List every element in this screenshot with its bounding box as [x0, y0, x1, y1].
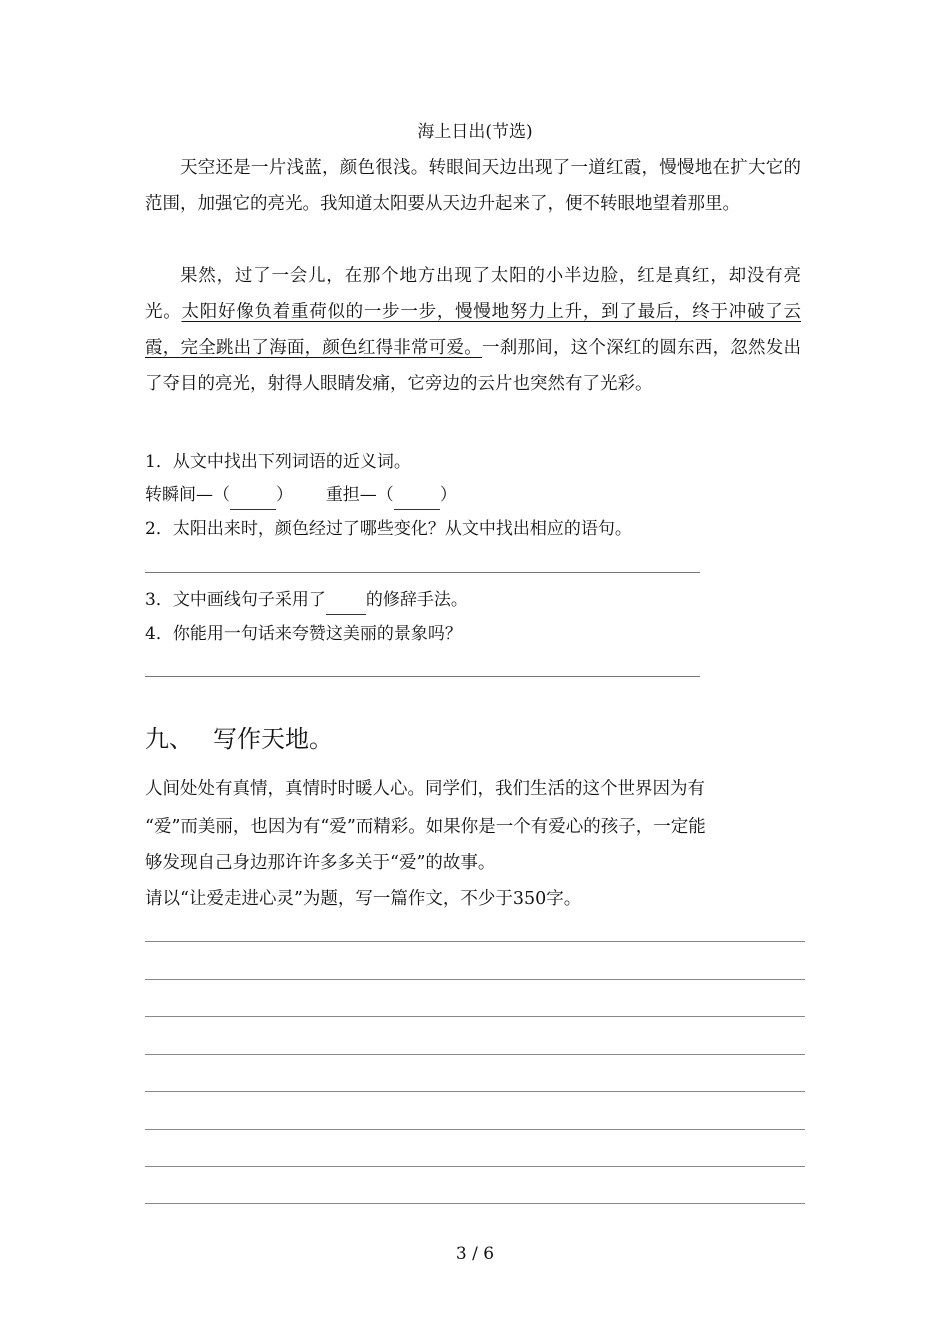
essay-line[interactable] [145, 1091, 805, 1092]
question-2-answer-line[interactable] [145, 572, 700, 573]
synonym-word-2: 重担—（ [325, 485, 394, 505]
question-1-synonyms [145, 481, 457, 510]
page-number: 3 / 6 [455, 1244, 495, 1264]
writing-intro-line-1: 人间处处有真情，真情时时暖人心。同学们，我们生活的这个世界因为有 [145, 779, 705, 799]
writing-intro-line-2: “爱”而美丽，也因为有“爱”而精彩。如果你是一个有爱心的孩子，一定能 [145, 817, 706, 837]
synonym-word-1-close: ） [276, 485, 293, 505]
question-3-blank[interactable] [326, 586, 366, 615]
writing-prompt: 请以“让爱走进心灵”为题，写一篇作文，不少于350字。 [145, 889, 582, 909]
underlined-sentence: 太阳好像负着重荷似的一步一步，慢慢地努力上升，到了最后，终于冲破了云霞，完全跳出了海面，颜色红得非常可爱。 [145, 302, 802, 358]
essay-line[interactable] [145, 1166, 805, 1167]
passage-paragraph-1: 天空还是一片浅蓝，颜色很浅。转眼间天边出现了一道红霞，慢慢地在扩大它的范围，加强它的亮光。我知道太阳要从天边升起来了，便不转眼地望着那里。 [145, 158, 801, 214]
passage-paragraph-2-end: 一刹那间，这个深红的圆东西，忽然发出了夺目的亮光，射得人眼睛发痛，它旁边的云片也突然有了光彩。 [145, 338, 802, 394]
question-1: 1．从文中找出下列词语的近义词。 [145, 452, 411, 472]
question-4: 4．你能用一句话来夸赞这美丽的景象吗？ [145, 624, 462, 644]
section-number: 九、 [145, 725, 193, 753]
passage-paragraph-2-start: 果然，过了一会儿，在那个地方出现了太阳的小半边脸，红是真红，却没有亮光。 [145, 266, 801, 322]
question-3-text-start: 3．文中画线句子采用了 [145, 590, 326, 610]
question-3 [145, 586, 468, 615]
essay-line[interactable] [145, 941, 805, 942]
synonym-word-1: 转瞬间—（ [145, 485, 230, 505]
synonym-word-2-close: ） [439, 485, 457, 505]
section-heading [145, 722, 333, 756]
passage-paragraph-2 [145, 258, 801, 402]
essay-line[interactable] [145, 1129, 805, 1130]
synonym-blank-2[interactable] [394, 481, 440, 510]
essay-line[interactable] [145, 979, 805, 980]
question-4-answer-line[interactable] [145, 676, 700, 677]
question-3-text-end: 的修辞手法。 [365, 590, 468, 610]
writing-intro [145, 770, 805, 846]
passage-title: 海上日出(节选) [417, 122, 533, 142]
essay-line[interactable] [145, 1054, 805, 1055]
question-2: 2．太阳出来时，颜色经过了哪些变化？从文中找出相应的语句。 [145, 519, 632, 539]
essay-line[interactable] [145, 1016, 805, 1017]
synonym-blank-1[interactable] [230, 481, 276, 510]
essay-line[interactable] [145, 1203, 805, 1204]
writing-intro-line-3: 够发现自己身边那许许多多关于“爱”的故事。 [145, 853, 496, 873]
section-title: 写作天地。 [213, 725, 333, 753]
